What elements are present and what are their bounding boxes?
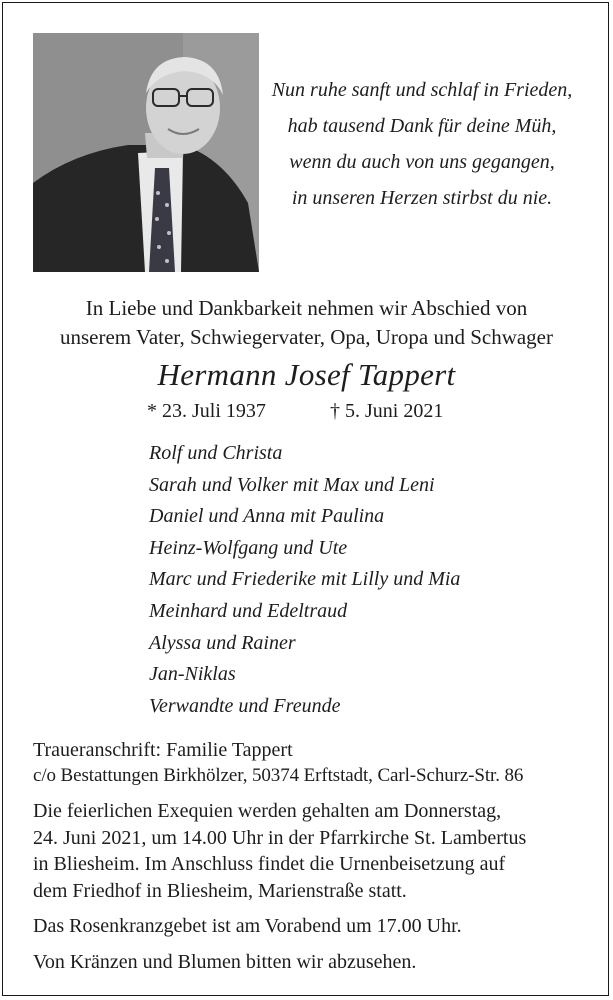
intro-line: unserem Vater, Schwiegervater, Opa, Uropa und Schwager (59, 325, 553, 349)
service-info (33, 798, 593, 905)
portrait-image (33, 33, 259, 272)
intro-line: In Liebe und Dankbarkeit nehmen wir Abschied von (85, 296, 528, 320)
mourner-entry: Marc und Friederike mit Lilly und Mia (149, 568, 461, 591)
mourning-address-detail: c/o Bestattungen Birkhölzer, 50374 Erftstadt, Carl-Schurz-Str. 86 (33, 765, 524, 786)
deceased-name: Hermann Josef Tappert (157, 357, 456, 392)
service-line: 24. Juni 2021, um 14.00 Uhr in der Pfarrkirche St. Lambertus (33, 826, 527, 849)
poem-line: wenn du auch von uns gegangen, (289, 151, 555, 173)
mourner-entry: Daniel und Anna mit Paulina (149, 505, 385, 528)
death-date: † 5. Juni 2021 (330, 400, 444, 422)
birth-date: * 23. Juli 1937 (147, 400, 266, 422)
poem (262, 72, 582, 216)
mourner-entry: Jan-Niklas (149, 663, 236, 686)
poem-line: Nun ruhe sanft und schlaf in Frieden, (271, 79, 573, 101)
rosary-info: Das Rosenkranzgebet ist am Vorabend um 17.00 Uhr. (33, 915, 462, 937)
flowers-note: Von Kränzen und Blumen bitten wir abzusehen. (33, 951, 417, 973)
poem-line: in unseren Herzen stirbst du nie. (291, 187, 553, 209)
farewell-intro (20, 294, 593, 352)
mourner-entry: Heinz-Wolfgang und Ute (149, 536, 348, 559)
mourner-entry: Meinhard und Edeltraud (149, 599, 348, 622)
mourner-entry: Verwandte und Freunde (149, 694, 341, 717)
mourner-entry: Alyssa und Rainer (149, 631, 296, 654)
mourner-entry: Rolf und Christa (149, 442, 283, 464)
mourner-entry: Sarah und Volker mit Max und Leni (149, 473, 435, 496)
service-line: Die feierlichen Exequien werden gehalten am Donnerstag, (33, 800, 502, 822)
mourning-address-title: Traueranschrift: Familie Tappert (33, 739, 293, 761)
service-line: in Bliesheim. Im Anschluss findet die Urnenbeisetzung auf (33, 853, 506, 876)
service-line: dem Friedhof in Bliesheim, Marienstraße statt. (33, 880, 407, 903)
portrait-photo (33, 33, 259, 272)
poem-line: hab tausend Dank für deine Müh, (287, 115, 557, 137)
mourners-list (149, 438, 549, 722)
